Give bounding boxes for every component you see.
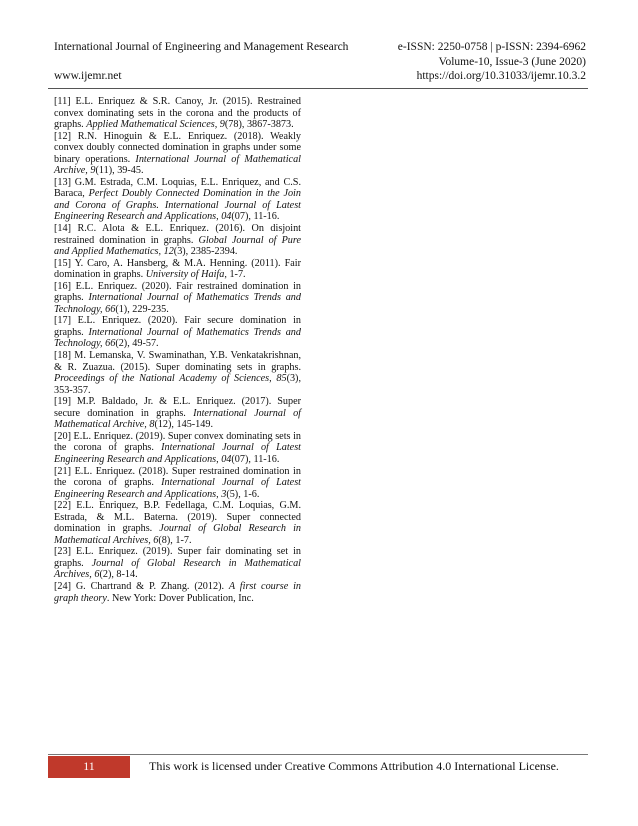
footer-divider xyxy=(48,754,588,755)
license-notice: This work is licensed under Creative Commons Attribution 4.0 International License. xyxy=(149,759,559,773)
ref-italic: International Journal of Mathematical Archive, 8 xyxy=(54,407,301,431)
ref-text: [17] E.L. Enriquez. (2020). Fair secure domination in graphs. xyxy=(54,315,301,338)
ref-italic: Perfect Doubly Connected Domination in the Join and Corona of Graphs. International Journal of Latest Engineering Research and Applications, 04 xyxy=(54,188,301,223)
ref-text: [16] E.L. Enriquez. (2020). Fair restrained domination in graphs. xyxy=(54,280,301,304)
ref-text: (8), 1-7. xyxy=(158,534,192,546)
reference-item xyxy=(54,315,301,350)
reference-item xyxy=(54,431,301,466)
ref-text: , 1-7. xyxy=(224,269,246,281)
ref-text: [23] E.L. Enriquez. (2019). Super fair dominating set in graphs. xyxy=(54,546,301,569)
reference-item xyxy=(54,500,301,546)
ref-text: [21] E.L. Enriquez. (2018). Super restrained domination in the corona of graphs. xyxy=(54,465,301,489)
journal-title: International Journal of Engineering and Management Research xyxy=(54,41,349,53)
ref-italic: University of Haifa xyxy=(145,269,225,281)
ref-italic: International Journal of Latest Engineering Research and Applications, 3 xyxy=(54,477,301,500)
ref-text: (78), 3867-3873. xyxy=(224,119,294,131)
ref-text: (11), 39-45. xyxy=(95,165,144,177)
reference-item xyxy=(54,96,301,131)
ref-text: (2), 49-57. xyxy=(115,338,159,350)
page-number-badge xyxy=(48,756,130,778)
header-divider xyxy=(48,88,588,89)
ref-italic: Global Journal of Pure and Applied Mathematics, 12 xyxy=(54,234,302,258)
ref-text: (3), 2385-2394. xyxy=(173,246,238,258)
page-number: 11 xyxy=(83,759,95,773)
ref-italic: Journal of Global Research in Mathematical Archives, 6 xyxy=(54,523,301,546)
ref-text: (12), 145-149. xyxy=(154,419,214,431)
ref-text: [22] E.L. Enriquez, B.P. Fedellaga, C.M. Loquias, G.M. Estrada, & M.L. Baterna. (2019). Super connected domination in graphs. xyxy=(54,500,301,535)
reference-item xyxy=(54,177,301,223)
ref-text: [24] G. Chartrand & P. Zhang. (2012). xyxy=(54,580,229,592)
ref-italic: A first course in graph theory xyxy=(54,580,301,604)
reference-item xyxy=(54,131,301,177)
journal-website-link[interactable]: www.ijemr.net xyxy=(54,70,122,82)
ref-text: [13] G.M. Estrada, C.M. Loquias, E.L. Enriquez, and C.S. Baraca, xyxy=(54,176,301,200)
ref-text: [14] R.C. Alota & E.L. Enriquez. (2016). On disjoint restrained domination in graphs. xyxy=(54,223,301,246)
issn-numbers: e-ISSN: 2250-0758 | p-ISSN: 2394-6962 xyxy=(397,41,586,53)
ref-text: (5), 1-6. xyxy=(226,488,260,500)
reference-item xyxy=(54,466,301,501)
reference-item xyxy=(54,581,301,604)
ref-italic: International Journal of Mathematics Trends and Technology, 66 xyxy=(54,326,301,350)
reference-item xyxy=(54,223,301,258)
ref-text: [18] M. Lemanska, V. Swaminathan, Y.B. Venkatakrishnan, & R. Zuazua. (2015). Super dominating sets in graphs. xyxy=(54,350,301,373)
ref-text: [15] Y. Caro, A. Hansberg, & M.A. Henning. (2011). Fair domination in graphs. xyxy=(54,257,301,281)
ref-text: . New York: Dover Publication, Inc. xyxy=(106,592,254,604)
ref-italic: Proceedings of the National Academy of Sciences, 85 xyxy=(54,373,287,385)
reference-list xyxy=(54,96,301,604)
ref-italic: Journal of Global Research in Mathematical Archives, 6 xyxy=(54,557,301,581)
ref-italic: International Journal of Mathematics Trends and Technology, 66 xyxy=(54,292,301,315)
ref-text: [11] E.L. Enriquez & S.R. Canoy, Jr. (2015). Restrained convex dominating sets in the corona and the products of graphs. xyxy=(54,96,301,131)
ref-text: [19] M.P. Baldado, Jr. & E.L. Enriquez. (2017). Super secure domination in graphs. xyxy=(54,396,301,419)
ref-italic: International Journal of Mathematical Archive, 9 xyxy=(54,153,301,177)
ref-text: (07), 11-16. xyxy=(231,211,280,223)
doi-link[interactable]: https://doi.org/10.31033/ijemr.10.3.2 xyxy=(416,70,586,82)
ref-text: (3), 353-357. xyxy=(54,373,301,396)
reference-item xyxy=(54,281,301,316)
ref-italic: Applied Mathematical Sciences, 9 xyxy=(86,119,225,131)
ref-text: (2), 8-14. xyxy=(99,569,138,581)
reference-item xyxy=(54,350,301,396)
ref-text: (1), 229-235. xyxy=(115,303,169,315)
reference-item xyxy=(54,546,301,581)
ref-italic: International Journal of Latest Engineering Research and Applications, 04 xyxy=(54,442,301,465)
ref-text: [12] R.N. Hinoguin & E.L. Enriquez. (2018). Weakly convex doubly connected domination in graphs under some binary operations. xyxy=(54,130,301,165)
ref-text: [20] E.L. Enriquez. (2019). Super convex dominating sets in the corona of graphs. xyxy=(54,430,301,454)
reference-item xyxy=(54,396,301,431)
reference-item xyxy=(54,258,301,281)
volume-issue: Volume-10, Issue-3 (June 2020) xyxy=(438,56,586,68)
ref-text: (07), 11-16. xyxy=(231,453,280,465)
